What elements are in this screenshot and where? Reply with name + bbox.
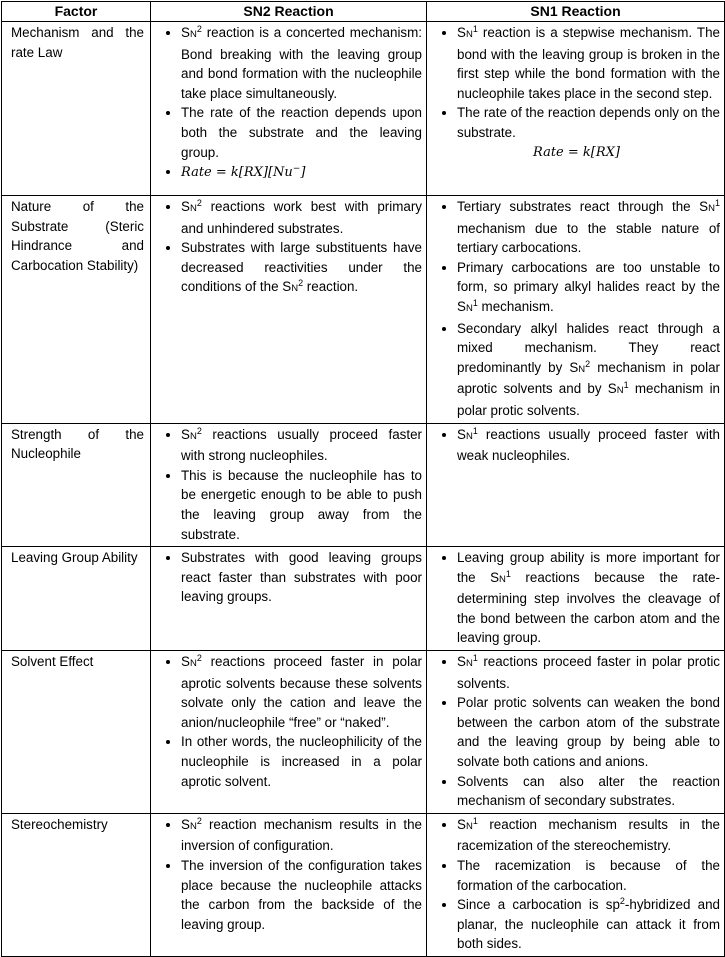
list-item: • $SN^2$ reaction mechanism results in the inversion of configuration. [181,815,422,856]
list-item: • Primary carbocations are too unstable to form, so primary alkyl halides react by the $SN^1$ mechanism. [457,258,720,319]
sn1-cell [427,423,725,547]
table-row [2,423,725,547]
list-item: • The racemization is because of the formation of the carbocation. [457,856,720,895]
sn2-cell [151,22,427,196]
list-item: • Tertiary substrates react through the $SN^1$ mechanism due to the stable nature of tertiary carbocations. [457,197,720,258]
list-item: • In other words, the nucleophilicity of the nucleophile is increased in a polar aprotic solvent. [181,732,422,791]
sn2-cell [151,813,427,956]
table-body [2,22,725,957]
factor-cell: Mechanism and the rate Law [2,22,151,196]
list-item: • This is because the nucleophile has to be energetic enough to be able to push the leaving group away from the substrate. [181,466,422,544]
factor-cell: Strength of the Nucleophile [2,423,151,547]
sn1-cell [427,813,725,956]
sn2-list [157,815,422,935]
header-sn2: SN2 Reaction [151,2,427,22]
table-row [2,22,725,196]
factor-cell: Leaving Group Ability [2,547,151,651]
sn2-list [157,652,422,791]
sn1-cell [427,196,725,424]
list-item: • Polar protic solvents can weaken the bond between the carbon atom of the substrate and the leaving group by being able to solvate both cations and anions. [457,693,720,771]
list-item: • Rate = k[RX][Nu−] [181,162,422,183]
header-factor: Factor [2,2,151,22]
factor-cell: Solvent Effect [2,651,151,814]
list-item: • Since a carbocation is $sp^2$-hybridized and planar, the nucleophile can attack it from both sides. [457,895,720,954]
list-item: • $SN^1$ reactions usually proceed faster with weak nucleophiles. [457,425,720,466]
list-item: • $SN^2$ reaction is a concerted mechanism: Bond breaking with the leaving group and bond formation with the nucleophile take place simultaneously. [181,23,422,103]
sn1-list [433,197,720,421]
list-item: • The rate of the reaction depends only on the substrate. [457,103,720,142]
list-item: • The inversion of the configuration takes place because the nucleophile attacks the carbon from the backside of the leaving group. [181,856,422,934]
list-item: • $SN^1$ reaction mechanism results in the racemization of the stereochemistry. [457,815,720,856]
list-item: • Leaving group ability is more important for the $SN^1$ reactions because the rate-determining step involves the cleavage of the bond between the carbon atom and the leaving group. [457,548,720,648]
factor-cell: Nature of the Substrate (Steric Hindrance and Carbocation Stability) [2,196,151,424]
list-item: • Substrates with good leaving groups react faster than substrates with poor leaving groups. [181,548,422,607]
sn2-cell [151,547,427,651]
sn1-list [433,23,720,143]
sn1-cell [427,651,725,814]
sn2-list [157,23,422,183]
sn1-list [433,425,720,466]
table-row [2,813,725,956]
sn1-list [433,652,720,811]
table-row [2,547,725,651]
sn1-cell [427,22,725,196]
list-item: • Substrates with large substituents have decreased reactivities under the conditions of the $SN^2$ reaction. [181,238,422,299]
list-item: • $SN^2$ reactions usually proceed faster with strong nucleophiles. [181,425,422,466]
sn2-cell [151,651,427,814]
list-item: • Solvents can also alter the reaction mechanism of secondary substrates. [457,772,720,811]
sn1-list [433,815,720,954]
sn2-cell [151,196,427,424]
table-row [2,651,725,814]
sn1-cell [427,547,725,651]
sn2-cell [151,423,427,547]
list-item: • The rate of the reaction depends upon both the substrate and the leaving group. [181,103,422,162]
list-item: • $SN^1$ reactions proceed faster in polar protic solvents. [457,652,720,693]
factor-cell: Stereochemistry [2,813,151,956]
sn2-list [157,548,422,607]
sn2-list [157,197,422,299]
sn2-list [157,425,422,545]
list-item: • Secondary alkyl halides react through a mixed mechanism. They react predominantly by $SN^2$ mechanism in polar aprotic solvents and by $SN^1$ mechanism in polar protic solvents. [457,319,720,421]
list-item: • $SN^2$ reactions work best with primary and unhindered substrates. [181,197,422,238]
table-row [2,196,725,424]
header-row [2,2,725,22]
header-sn1: SN1 Reaction [427,2,725,22]
sn1-list [433,548,720,648]
list-item: • $SN^1$ reaction is a stepwise mechanism. The bond with the leaving group is broken in the first step while the bond formation with the nucleophile takes place in the second step. [457,23,720,103]
comparison-table [1,1,725,957]
list-item: • $SN^2$ reactions proceed faster in polar aprotic solvents because these solvents solvate only the cation and leave the anion/nucleophile “free” or “naked”. [181,652,422,732]
rate-law-formula: Rate = k[RX] [533,144,620,160]
